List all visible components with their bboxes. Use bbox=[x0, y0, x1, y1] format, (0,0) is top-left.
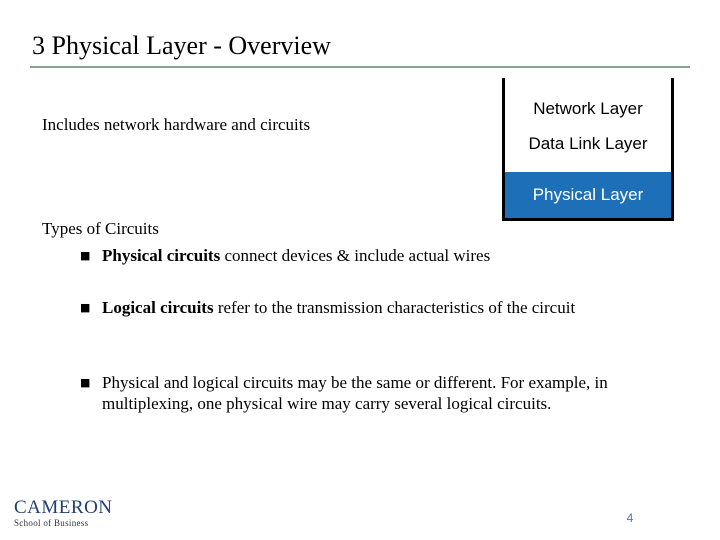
intro-text: Includes network hardware and circuits bbox=[42, 115, 311, 134]
bullet-physical-circuits bbox=[80, 245, 620, 266]
cameron-logo bbox=[14, 497, 113, 528]
slide-title: 3 Physical Layer - Overview bbox=[32, 31, 331, 60]
data-link-layer-label: Data Link Layer bbox=[528, 134, 648, 153]
title-divider bbox=[30, 66, 690, 68]
logo-subtitle: School of Business bbox=[14, 518, 89, 528]
bullet-text bbox=[102, 372, 620, 414]
bullet-description: connect devices & include actual wires bbox=[220, 246, 491, 265]
bullet-text bbox=[102, 245, 620, 266]
network-layer-label: Network Layer bbox=[533, 99, 643, 118]
osi-layer-stack bbox=[502, 78, 674, 221]
physical-layer-label: Physical Layer bbox=[505, 172, 671, 218]
bullet-physical-and-logical bbox=[80, 372, 620, 414]
bullet-bold-term: Logical circuits bbox=[102, 298, 214, 317]
bullet-marker: ■ bbox=[80, 301, 91, 314]
bullet-description: refer to the transmission characteristics of the circuit bbox=[213, 298, 576, 317]
bullet-logical-circuits bbox=[80, 297, 620, 318]
bullet-description: Physical and logical circuits may be the same or different. For example, in multiplexing, one physical wire may carry several logical circuits. bbox=[102, 373, 608, 413]
bullet-text bbox=[102, 297, 620, 318]
bullet-bold-term: Physical circuits bbox=[102, 246, 221, 265]
page-number: 4 bbox=[626, 511, 634, 525]
bullet-marker: ■ bbox=[80, 249, 91, 262]
types-of-circuits-heading: Types of Circuits bbox=[42, 219, 159, 238]
logo-name: CAMERON bbox=[14, 497, 113, 518]
bullet-marker: ■ bbox=[80, 376, 91, 389]
